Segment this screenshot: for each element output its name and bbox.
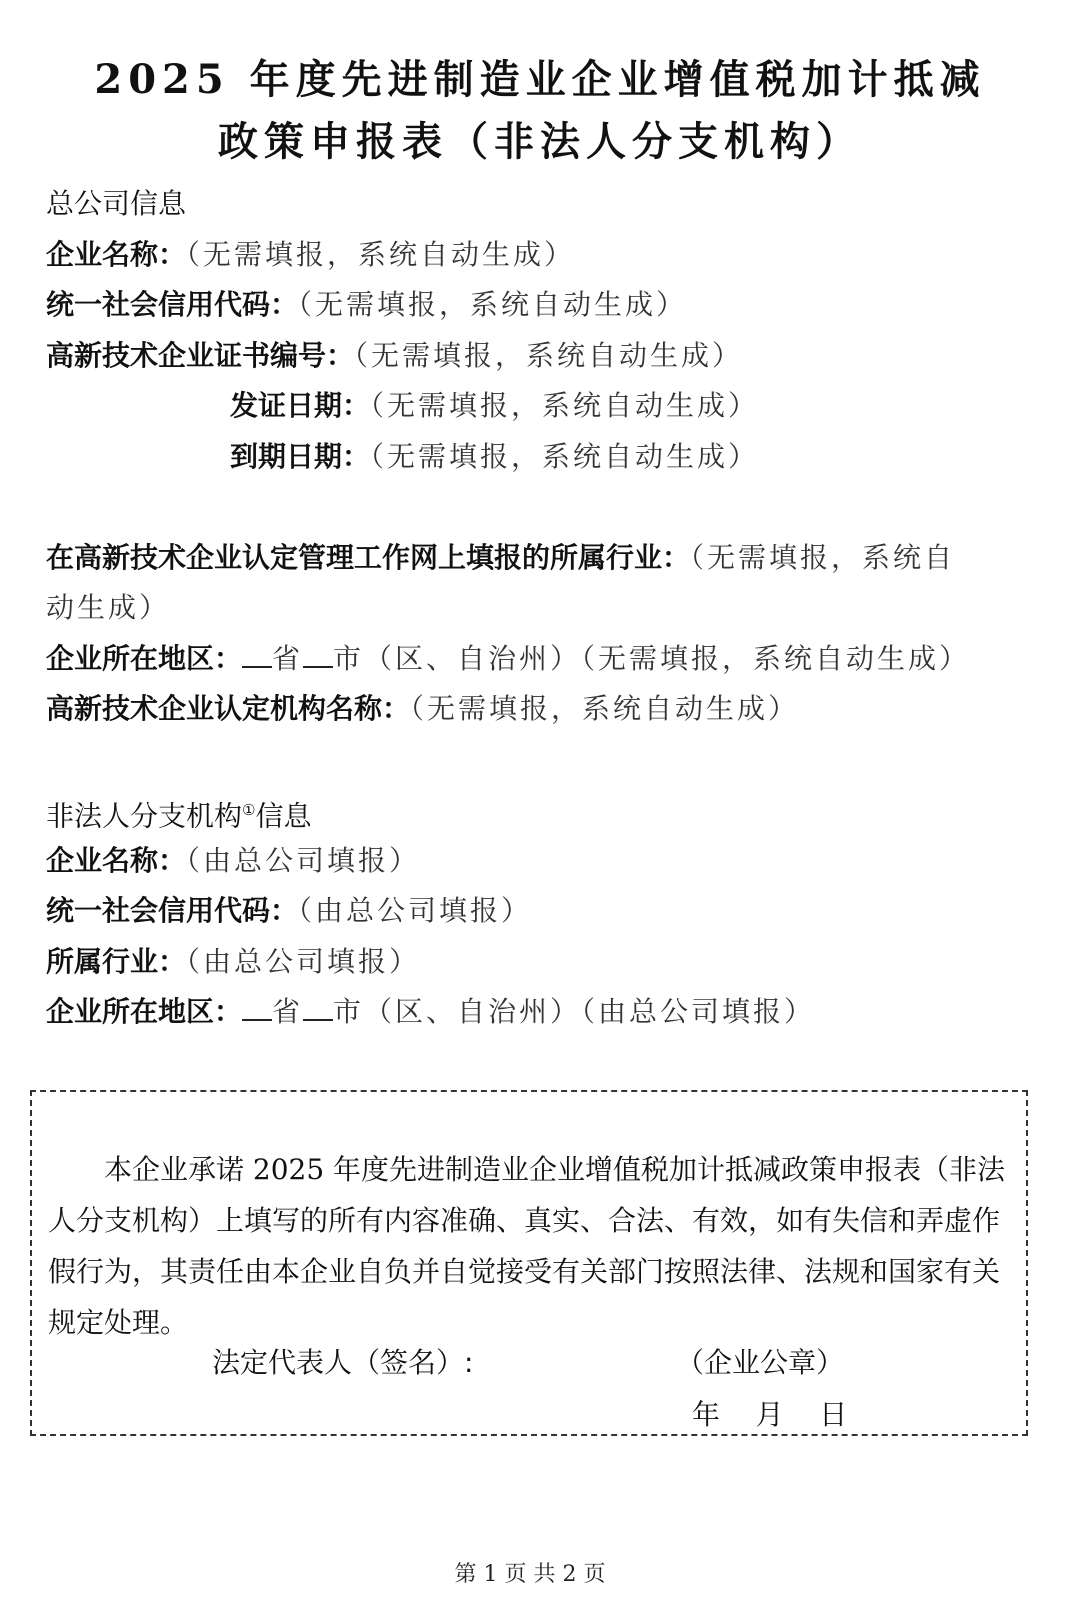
page-indicator: 第 1 页 共 2 页: [454, 1562, 606, 1587]
city-blank: [303, 640, 333, 668]
branch-credit-code-row: [46, 892, 532, 930]
head-office-industry-row-continued: [46, 589, 170, 627]
branch-section-title: [46, 791, 311, 835]
industry-note-continued: 动生成）: [46, 591, 171, 624]
head-office-section-title: [46, 185, 186, 223]
form-title-line-2: 政策申报表（非法人分支机构）: [218, 118, 862, 165]
form-title-line-1: 2025 年度先进制造业企业增值税加计抵减: [94, 56, 986, 103]
cert-no-note: （无需填报，系统自动生成）: [354, 339, 744, 372]
branch-province-text: 省: [272, 995, 304, 1028]
industry-note: （无需填报，系统自: [690, 541, 956, 574]
date-label: 年 月 日: [692, 1398, 848, 1431]
branch-company-name-note: （由总公司填报）: [186, 844, 421, 877]
company-name-note: （无需填报，系统自动生成）: [186, 238, 576, 271]
expiry-date-note: （无需填报，系统自动生成）: [370, 440, 760, 473]
agency-note: （无需填报，系统自动生成）: [410, 692, 800, 725]
branch-company-name-row: [46, 842, 420, 880]
region-label: 企业所在地区：: [46, 642, 243, 675]
province-text: 省: [272, 642, 304, 675]
declaration-box: [30, 1090, 1028, 1436]
province-blank: [242, 640, 272, 668]
head-office-region-row: [46, 640, 970, 678]
branch-industry-row: [46, 943, 420, 981]
head-office-industry-row: [46, 539, 955, 577]
expiry-date-label: 到期日期：: [230, 440, 371, 473]
issue-date-label: 发证日期：: [230, 389, 371, 422]
branch-credit-code-note: （由总公司填报）: [298, 894, 533, 927]
cert-no-label: 高新技术企业证书编号：: [46, 339, 355, 372]
head-office-expiry-date-row: [230, 438, 759, 476]
branch-title-suffix: 信息: [255, 799, 312, 833]
company-name-label: 企业名称：: [46, 238, 187, 271]
branch-title-text: 非法人分支机构: [46, 799, 243, 833]
branch-industry-label: 所属行业：: [46, 945, 187, 978]
head-office-cert-no-row: [46, 337, 743, 375]
head-office-agency-row: [46, 690, 799, 728]
declaration-text: 本企业承诺 2025 年度先进制造业企业增值税加计抵减政策申报表（非法人分支机构）上填写的所有内容准确、真实、合法、有效，如有失信和弄虚作假行为，其责任由本企业自负并自觉接受有关部门按照法律、法规和国家有关规定处理。: [48, 1153, 1006, 1339]
branch-region-row: [46, 993, 815, 1031]
branch-credit-code-label: 统一社会信用代码：: [46, 894, 299, 927]
branch-city-text: 市（区、自治州）: [333, 995, 582, 1028]
agency-label: 高新技术企业认定机构名称：: [46, 692, 411, 725]
section-title-text: 总公司信息: [46, 187, 187, 220]
credit-code-label: 统一社会信用代码：: [46, 288, 299, 321]
branch-region-note: （由总公司填报）: [581, 995, 816, 1028]
industry-label: 在高新技术企业认定管理工作网上填报的所属行业：: [46, 541, 691, 574]
city-text: 市（区、自治州）: [333, 642, 582, 675]
branch-region-label: 企业所在地区：: [46, 995, 243, 1028]
signature-label: 法定代表人（签名）:: [212, 1346, 474, 1379]
region-note: （无需填报，系统自动生成）: [581, 642, 971, 675]
head-office-issue-date-row: [230, 387, 759, 425]
branch-province-blank: [242, 993, 272, 1021]
footnote-mark: ①: [242, 801, 256, 819]
issue-date-note: （无需填报，系统自动生成）: [370, 389, 760, 422]
branch-industry-note: （由总公司填报）: [186, 945, 421, 978]
head-office-company-name-row: [46, 236, 575, 274]
seal-label: （企业公章）: [676, 1346, 845, 1379]
branch-city-blank: [303, 993, 333, 1021]
credit-code-note: （无需填报，系统自动生成）: [298, 288, 688, 321]
branch-company-name-label: 企业名称：: [46, 844, 187, 877]
head-office-credit-code-row: [46, 286, 687, 324]
